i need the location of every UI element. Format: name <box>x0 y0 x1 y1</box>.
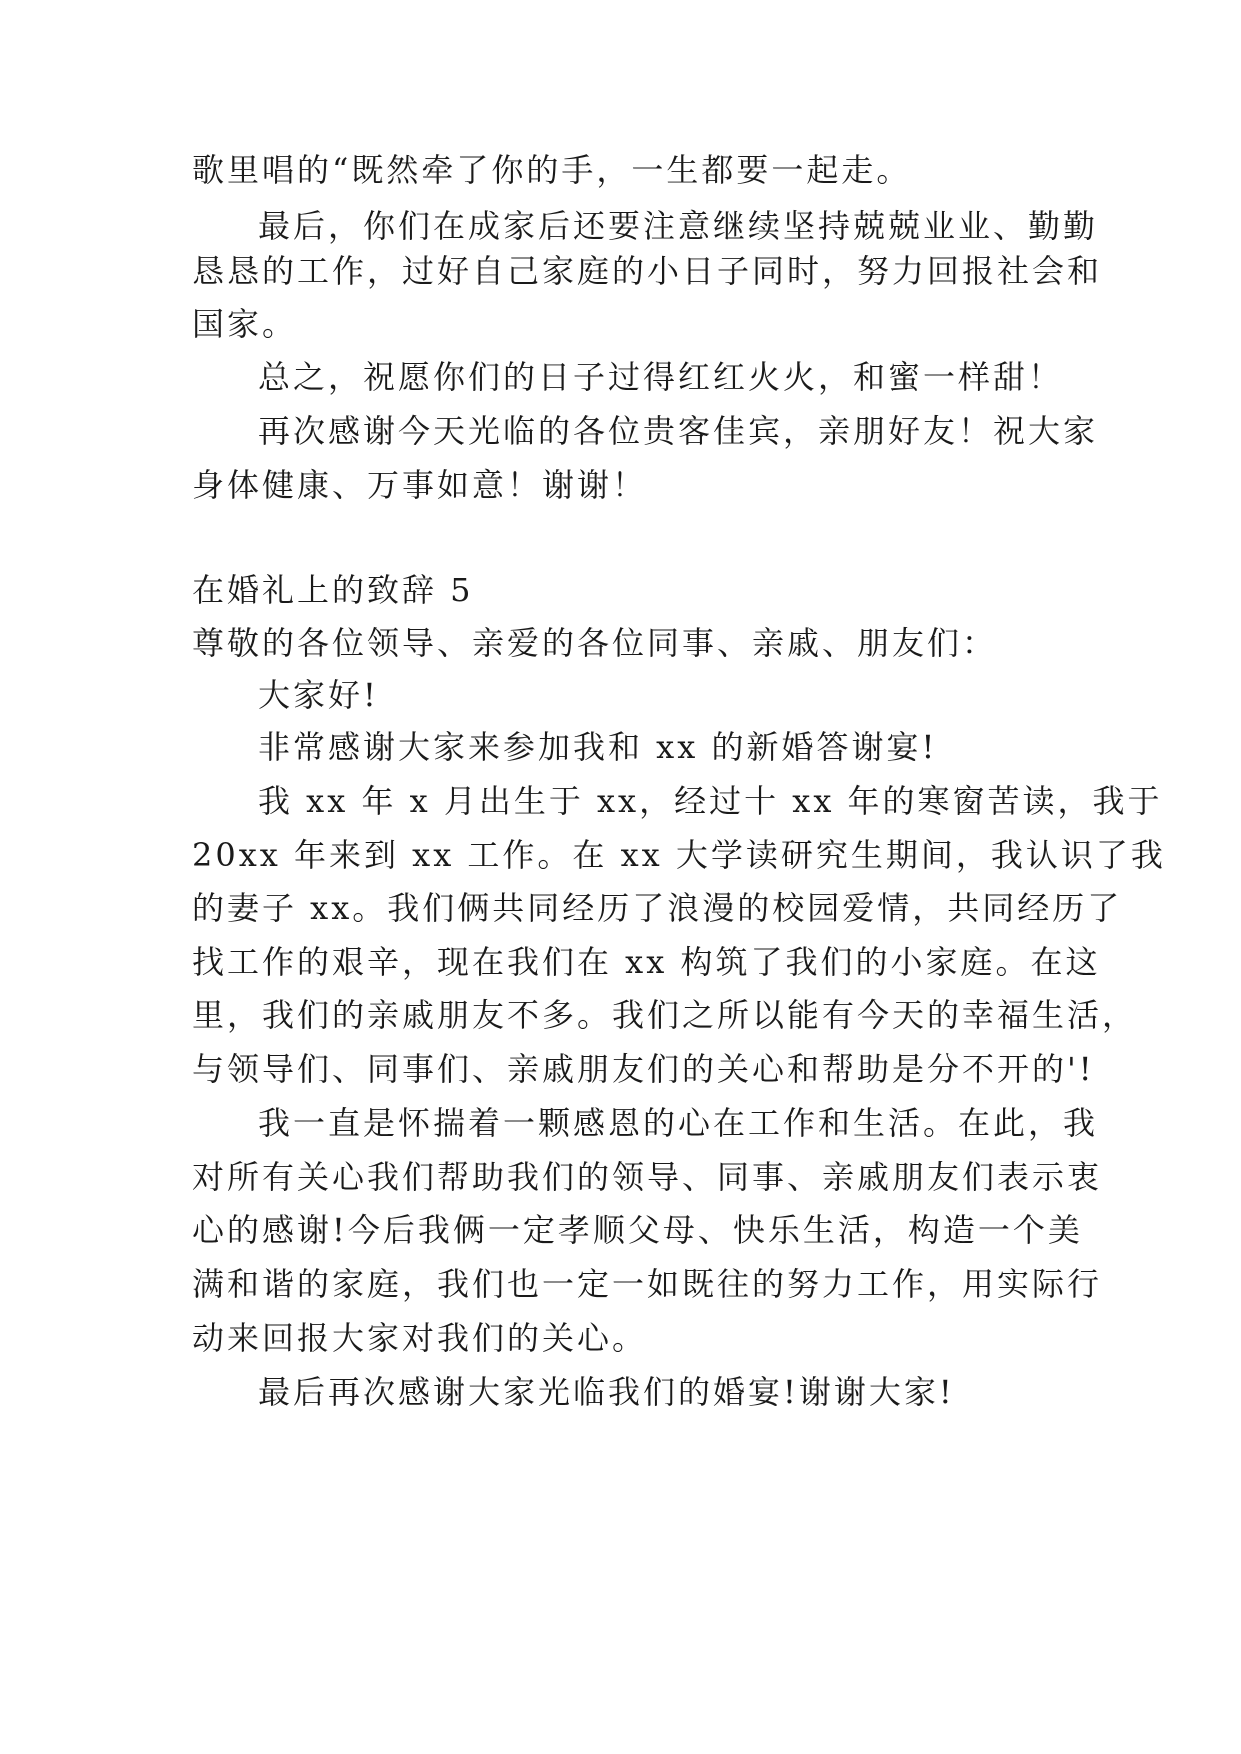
text-line: 歌里唱的“既然牵了你的手，一生都要一起走。 <box>192 151 912 189</box>
text-line: 心的感谢!今后我俩一定孝顺父母、快乐生活，构造一个美 <box>192 1211 1083 1249</box>
text-line: 与领导们、同事们、亲戚朋友们的关心和帮助是分不开的'! <box>192 1050 1095 1088</box>
text-line: 20xx 年来到 xx 工作。在 xx 大学读研究生期间，我认识了我 <box>192 836 1166 874</box>
text-line: 再次感谢今天光临的各位贵客佳宾，亲朋好友！祝大家 <box>258 412 1099 450</box>
text-line: 身体健康、万事如意！谢谢！ <box>192 466 648 504</box>
salutation: 尊敬的各位领导、亲爱的各位同事、亲戚、朋友们： <box>192 624 998 662</box>
greeting: 大家好! <box>258 676 379 714</box>
text-line: 里，我们的亲戚朋友不多。我们之所以能有今天的幸福生活， <box>192 996 1138 1034</box>
text-line: 我一直是怀揣着一颗感恩的心在工作和生活。在此，我 <box>258 1104 1099 1142</box>
section-title: 在婚礼上的致辞 5 <box>192 571 474 609</box>
text-line: 总之，祝愿你们的日子过得红红火火，和蜜一样甜！ <box>258 358 1064 396</box>
text-line: 我 xx 年 x 月出生于 xx，经过十 xx 年的寒窗苦读，我于 <box>258 782 1163 820</box>
thanks-line: 非常感谢大家来参加我和 xx 的新婚答谢宴! <box>258 728 938 766</box>
text-line: 找工作的艰辛，现在我们在 xx 构筑了我们的小家庭。在这 <box>192 943 1101 981</box>
text-line: 国家。 <box>192 305 298 343</box>
text-line: 的妻子 xx。我们俩共同经历了浪漫的校园爱情，共同经历了 <box>192 889 1123 927</box>
text-line: 动来回报大家对我们的关心。 <box>192 1319 648 1357</box>
text-line: 最后，你们在成家后还要注意继续坚持兢兢业业、勤勤 <box>258 207 1099 245</box>
text-line: 对所有关心我们帮助我们的领导、同事、亲戚朋友们表示衷 <box>192 1158 1103 1196</box>
text-line: 满和谐的家庭，我们也一定一如既往的努力工作，用实际行 <box>192 1265 1103 1303</box>
text-line: 恳恳的工作，过好自己家庭的小日子同时，努力回报社会和 <box>192 252 1103 290</box>
closing-line: 最后再次感谢大家光临我们的婚宴!谢谢大家! <box>258 1373 955 1411</box>
